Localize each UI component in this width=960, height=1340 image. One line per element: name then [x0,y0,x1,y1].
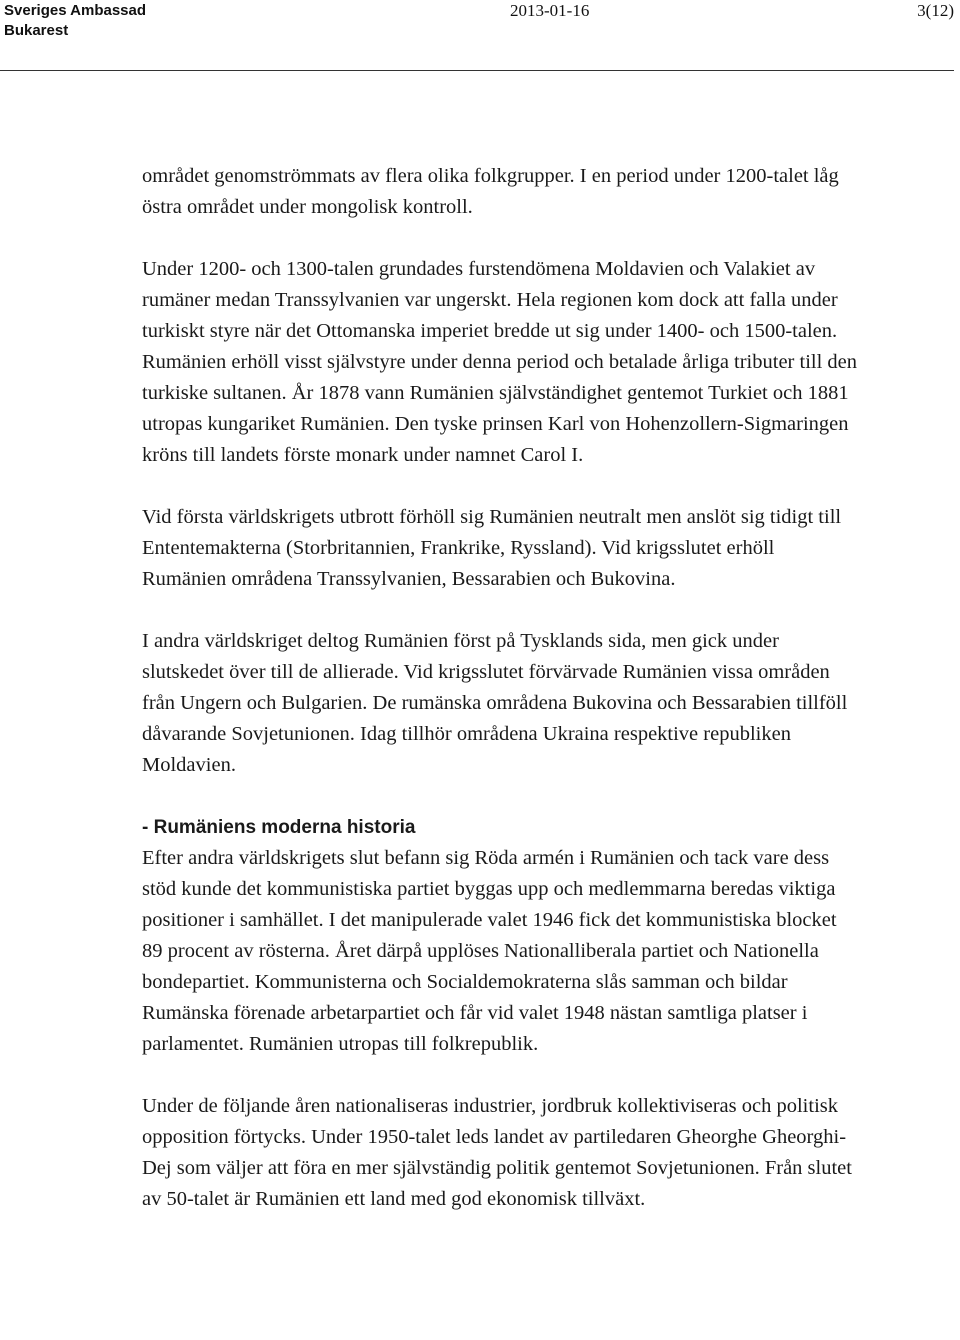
paragraph: Under de följande åren nationaliseras industrier, jordbruk kollektiviseras och politisk opposition förtycks. Under 1950-talet leds landet av partiledaren Gheorghe Gheorghi-Dej som väljer att föra en mer självständig politik gentemot Sovjetunionen. Från slutet av 50-talet är Rumänien ett land med god ekonomisk tillväxt. [142,1095,852,1210]
document-date: 2013-01-16 [510,1,590,20]
document-body [142,161,862,1215]
paragraph: området genomströmmats av flera olika folkgrupper. I en period under 1200-talet låg östra området under mongolisk kontroll. [142,165,839,218]
sender-block [4,1,146,41]
paragraph: Vid första världskrigets utbrott förhöll sig Rumänien neutralt men anslöt sig tidigt till Ententemakterna (Storbritannien, Frankrike, Ryssland). Vid krigsslutet erhöll Rumänien områdena Transsylvanien, Bessarabien och Bukovina. [142,506,842,590]
page-number: 3(12) [917,1,954,20]
sender-city: Bukarest [4,22,69,39]
page-header [0,0,960,74]
paragraph: Efter andra världskrigets slut befann sig Röda armén i Rumänien och tack vare dess stöd kunde det kommunistiska partiet byggas upp och medlemmarna beredas viktiga positioner i samhället. I det manipulerade valet 1946 fick det kommunistiska blocket 89 procent av rösterna. Året därpå upplöses Nationalliberala partiet och Nationella bondepartiet. Kommunisterna och Socialdemokraterna slås samman och bildar Rumänska förenade arbetarpartiet och får vid valet 1948 nästan samtliga platser i parlamentet. Rumänien utropas till folkrepublik. [142,847,837,1055]
header-divider [0,70,954,71]
paragraph: I andra världskriget deltog Rumänien först på Tysklands sida, men gick under slutskedet över till de allierade. Vid krigsslutet förvärvade Rumänien vissa områden från Ungern och Bulgarien. De rumänska områdena Bukovina och Bessarabien tillföll dåvarande Sovjetunionen. Idag tillhör områdena Ukraina respektive republiken Moldavien. [142,630,848,776]
sender-organization: Sveriges Ambassad [4,2,147,19]
section-heading: - Rumäniens moderna historia [142,817,416,838]
paragraph: Under 1200- och 1300-talen grundades furstendömena Moldavien och Valakiet av rumäner medan Transsylvanien var ungerskt. Hela regionen kom dock att falla under turkiskt styre när det Ottomanska imperiet bredde ut sig under 1400- och 1500-talen. Rumänien erhöll visst självstyre under denna period och betalade årliga tributer till den turkiske sultanen. År 1878 vann Rumänien självständighet gentemot Turkiet och 1881 utropas kungariket Rumänien. Den tyske prinsen Karl von Hohenzollern-Sigmaringen kröns till landets förste monark under namnet Carol I. [142,258,858,466]
